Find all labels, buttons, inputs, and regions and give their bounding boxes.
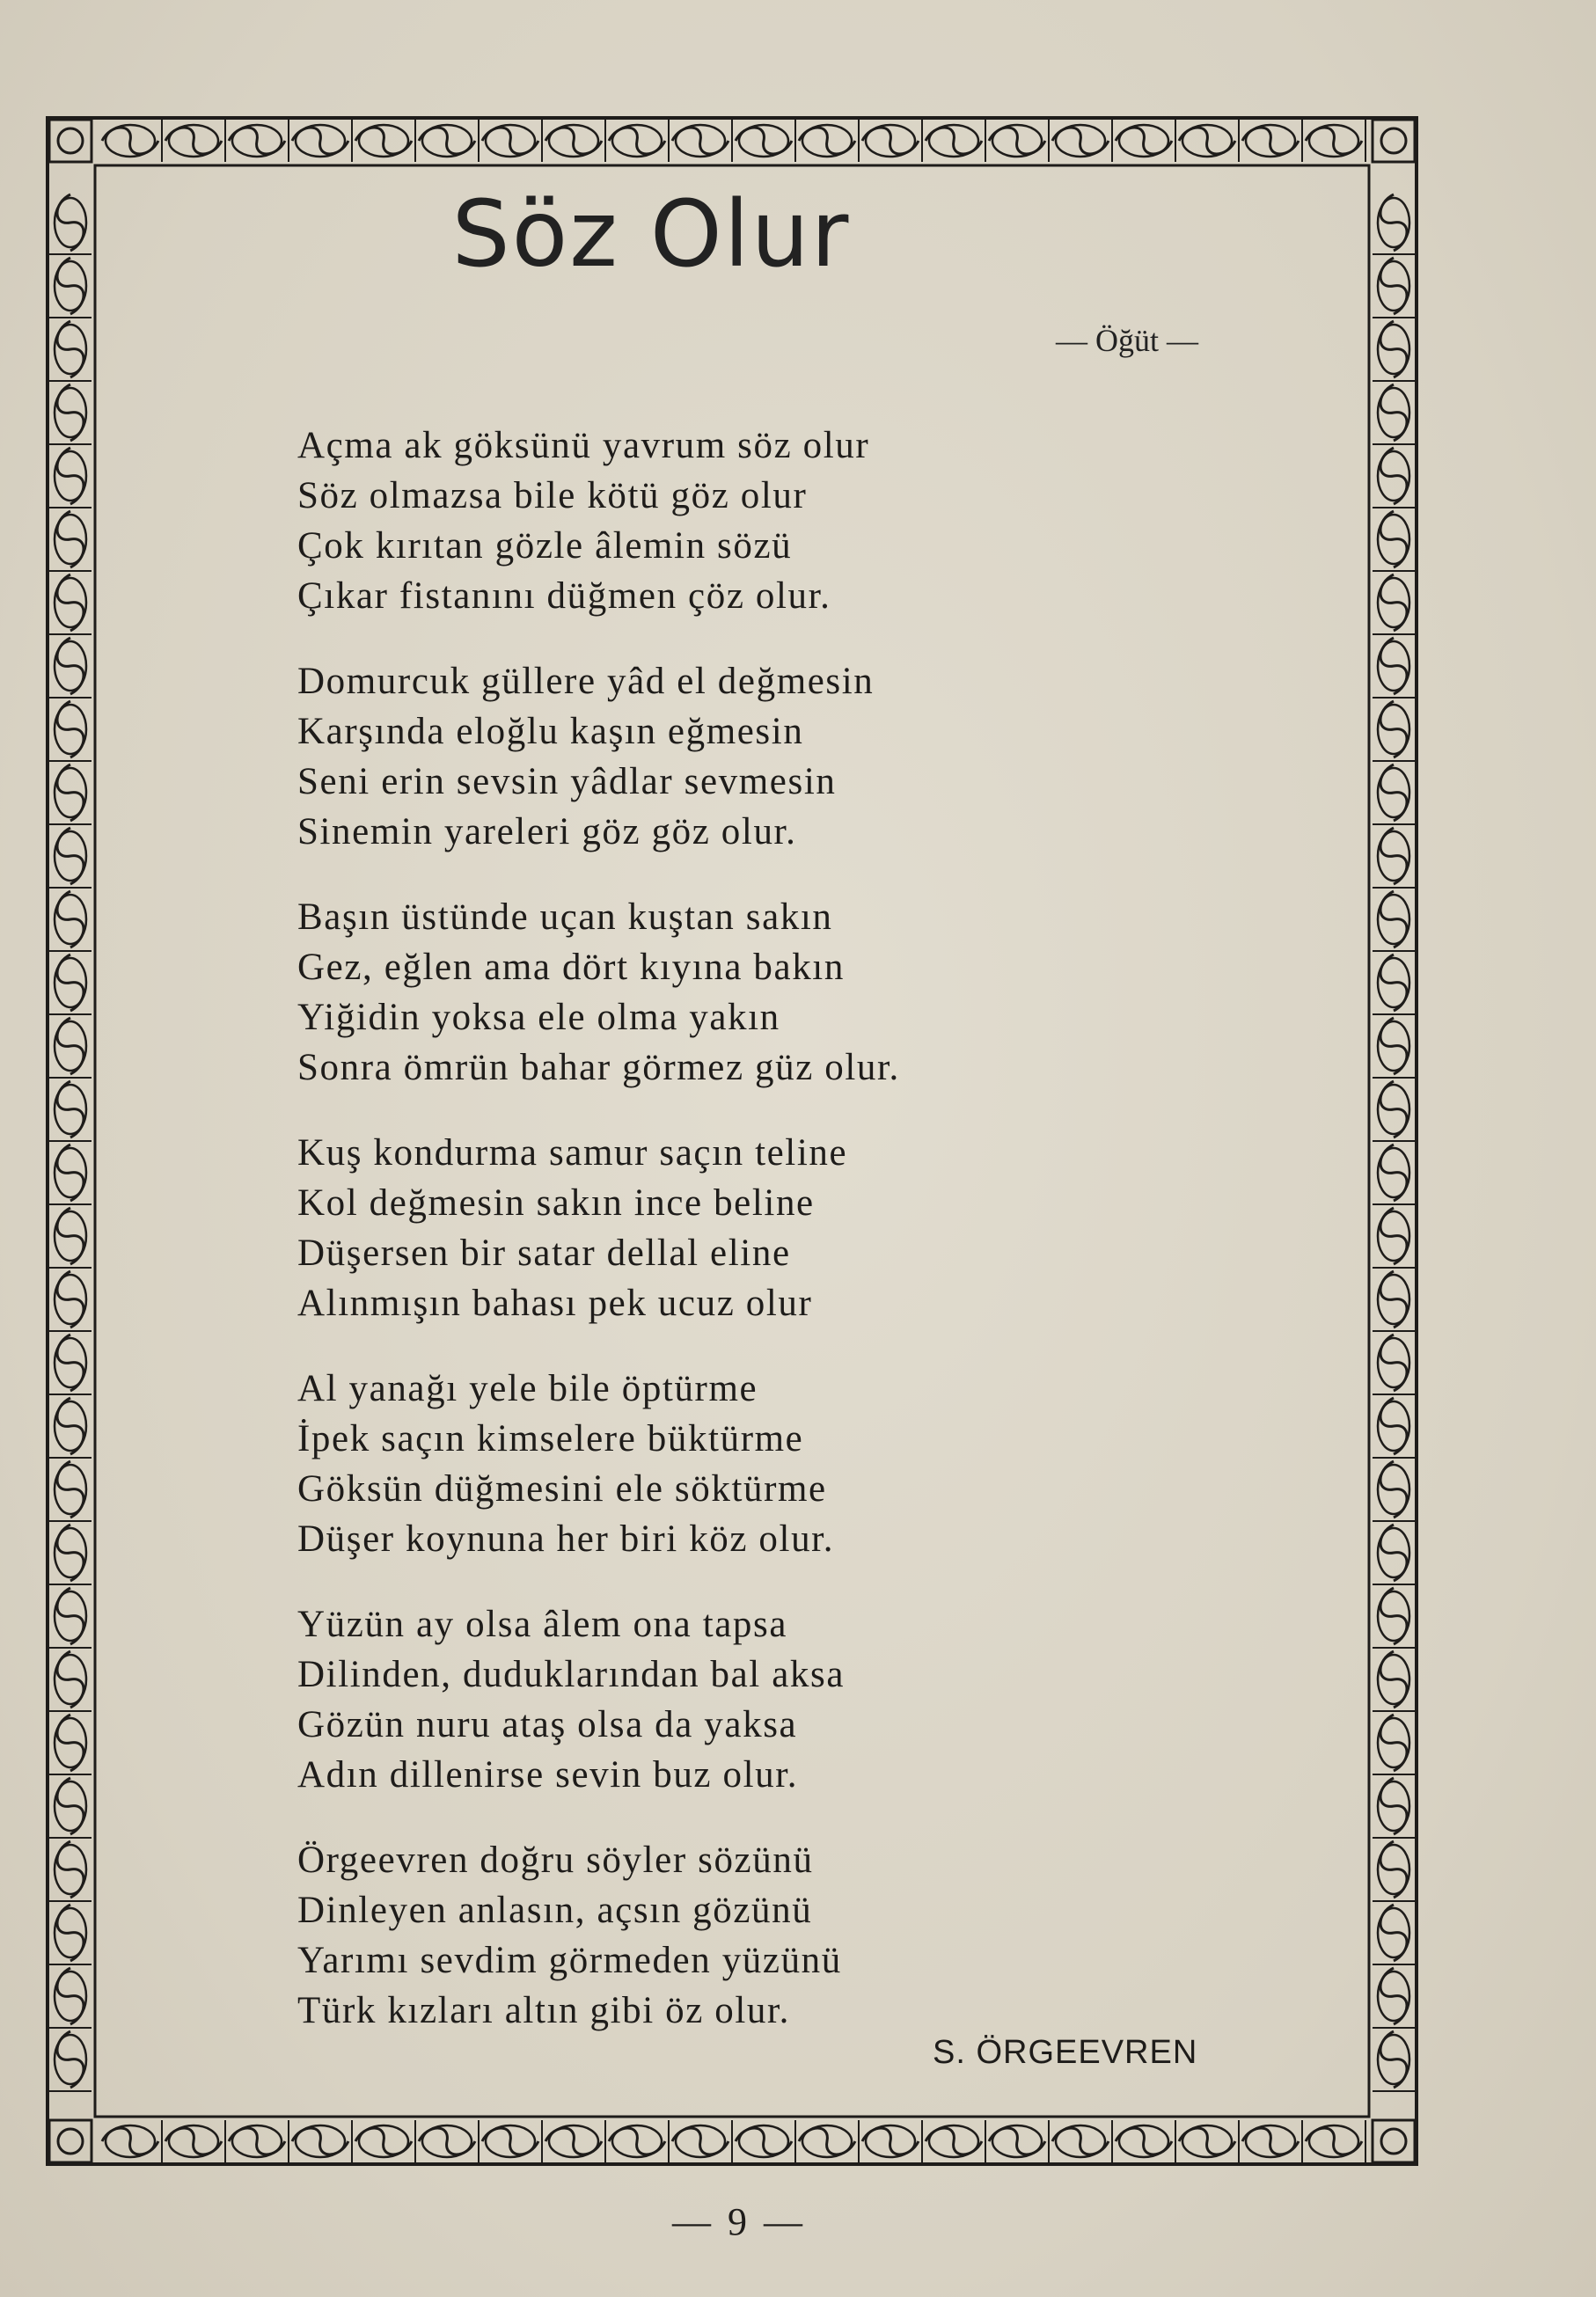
poem-line: Alınmışın bahası pek ucuz olur	[297, 1283, 813, 1324]
stanza	[297, 421, 1089, 621]
stanza	[297, 1364, 1089, 1564]
poem-line: Göksün düğmesini ele söktürme	[297, 1468, 827, 1510]
poem-line: Gözün nuru ataş olsa da yaksa	[297, 1704, 798, 1745]
poem-line: Yarımı sevdim görmeden yüzünü	[297, 1940, 842, 1981]
poem-line: Dinleyen anlasın, açsın gözünü	[297, 1890, 813, 1931]
poem-line: Sonra ömrün bahar görmez güz olur.	[297, 1047, 900, 1088]
poem-line: Karşında eloğlu kaşın eğmesin	[297, 711, 804, 752]
poem-line: Çok kırıtan gözle âlemin sözü	[297, 525, 793, 567]
poem-subtitle: — Öğüt —	[1056, 323, 1198, 358]
poem-line: Seni erin sevsin yâdlar sevmesin	[297, 761, 837, 802]
page-number: — 9 —	[672, 2200, 806, 2243]
poem-line: Kuş kondurma samur saçın teline	[297, 1132, 848, 1174]
author-signature: S. ÖRGEEVREN	[933, 2034, 1198, 2071]
poem-line: Örgeevren doğru söyler sözünü	[297, 1840, 814, 1881]
poem-line: Düşer koynuna her biri köz olur.	[297, 1518, 835, 1560]
poem-line: Gez, eğlen ama dört kıyına bakın	[297, 947, 845, 988]
poem-line: Çıkar fistanını düğmen çöz olur.	[297, 575, 831, 617]
poem-line: Açma ak göksünü yavrum söz olur	[297, 425, 870, 466]
poem-line: Yüzün ay olsa âlem ona tapsa	[297, 1604, 788, 1645]
poem-line: Düşersen bir satar dellal eline	[297, 1233, 791, 1274]
stanza	[297, 1128, 1089, 1328]
poem-line: Kol değmesin sakın ince beline	[297, 1182, 815, 1224]
poem-line: Türk kızları altın gibi öz olur.	[297, 1990, 790, 2031]
poem-line: Adın dillenirse sevin buz olur.	[297, 1754, 799, 1796]
poem-line: Dilinden, duduklarından bal aksa	[297, 1654, 845, 1695]
poem-title: Söz Olur	[451, 180, 851, 288]
poem-line: İpek saçın kimselere büktürme	[297, 1418, 804, 1459]
stanza	[297, 1835, 1089, 2036]
poem-line: Söz olmazsa bile kötü göz olur	[297, 475, 808, 516]
poem-body	[297, 421, 1089, 2071]
poem-line: Domurcuk güllere yâd el değmesin	[297, 661, 875, 702]
poem-line: Başın üstünde uçan kuştan sakın	[297, 896, 833, 938]
poem-line: Yiğidin yoksa ele olma yakın	[297, 997, 780, 1038]
stanza	[297, 656, 1089, 857]
stanza	[297, 892, 1089, 1093]
poem-line: Sinemin yareleri göz göz olur.	[297, 811, 797, 852]
stanza	[297, 1599, 1089, 1800]
poem-line: Al yanağı yele bile öptürme	[297, 1368, 758, 1409]
